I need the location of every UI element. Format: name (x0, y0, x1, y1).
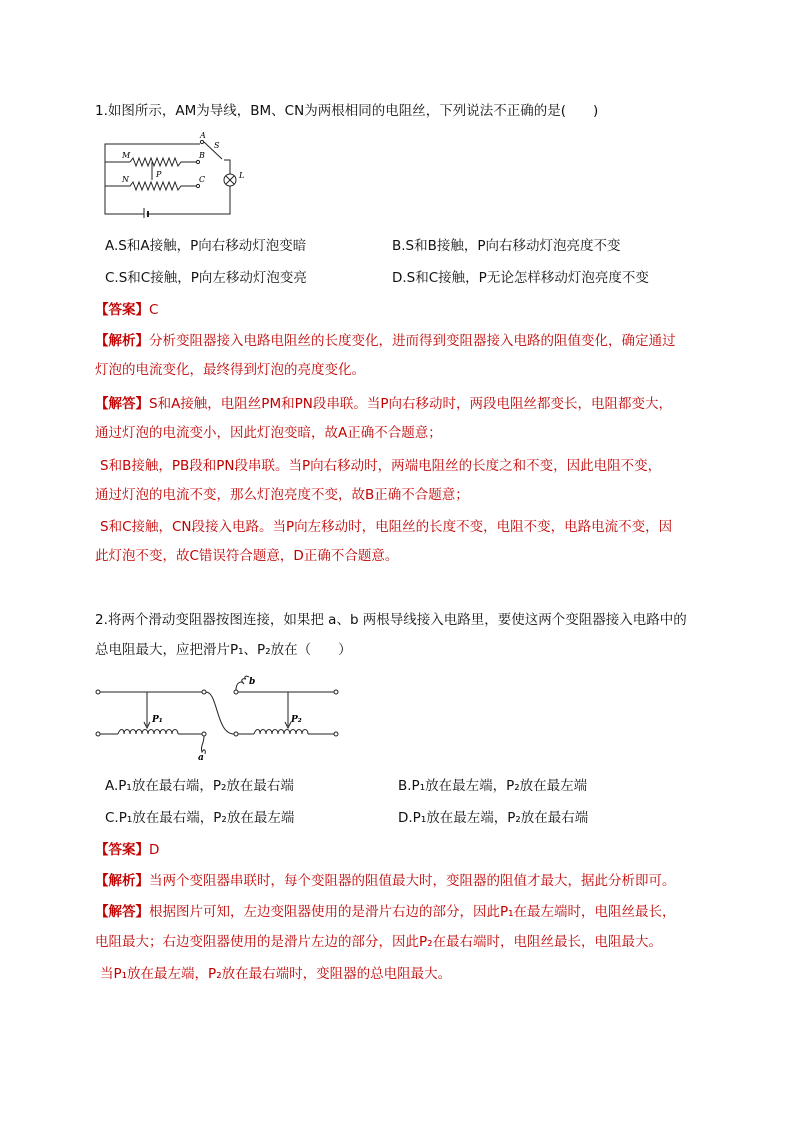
q1-option-a: A.S和A接触，P向右移动灯泡变暗 (105, 238, 307, 254)
q2-answer-line (95, 840, 159, 860)
q1-answer: C (149, 302, 159, 318)
q1-answer-tag: 【答案】 (95, 302, 149, 318)
q1-solution-line-4: 通过灯泡的电流不变，那么灯泡亮度不变，故B正确不合题意； (95, 487, 469, 503)
q1-stem: 1.如图所示，AM为导线，BM、CN为两根相同的电阻丝，下列说法不正确的是( ) (95, 103, 599, 119)
q1-option-d: D.S和C接触，P无论怎样移动灯泡亮度不变 (392, 270, 649, 286)
q2-answer: D (149, 842, 160, 858)
q1-label-b: B (199, 151, 205, 160)
q2-solution-line-2: 电阻最大；右边变阻器使用的是滑片左边的部分，因此P₂在最右端时，电阻丝最长，电阻最大。 (95, 934, 663, 950)
q1-analysis-tag: 【解析】 (95, 333, 149, 349)
q2-label-a: a (198, 753, 204, 762)
q2-solution-line-3: 当P₁放在最左端，P₂放在最右端时，变阻器的总电阻最大。 (100, 966, 452, 982)
q2-rheostat-figure (92, 672, 342, 762)
q2-label-b: b (249, 677, 256, 687)
q2-option-a: A.P₁放在最右端，P₂放在最右端 (105, 778, 294, 794)
q1-answer-line (95, 300, 158, 320)
q2-analysis-tag: 【解析】 (95, 873, 149, 889)
q1-option-c: C.S和C接触，P向左移动灯泡变亮 (105, 270, 307, 286)
q1-label-s: S (214, 141, 220, 150)
q1-analysis-line-1: 【解析】分析变阻器接入电路电阻丝的长度变化，进而得到变阻器接入电路的阻值变化，确定通过 (95, 333, 676, 349)
q2-stem-line-1: 2.将两个滑动变阻器按图连接，如果把 a、b 两根导线接入电路里，要使这两个变阻器接入电路中的 (95, 612, 687, 628)
q2-solution-tag: 【解答】 (95, 904, 149, 920)
q1-solution-line-5: S和C接触，CN段接入电路。当P向左移动时，电阻丝的长度不变，电阻不变，电路电流不变，因 (100, 519, 673, 535)
q1-label-n: N (122, 175, 129, 184)
q2-label-p1: P₁ (152, 715, 163, 725)
q1-label-c: C (199, 175, 206, 184)
q1-label-l: L (239, 171, 245, 180)
q1-solution-line-6: 此灯泡不变，故C错误符合题意，D正确不合题意。 (95, 548, 399, 564)
q2-answer-tag: 【答案】 (95, 842, 149, 858)
q2-option-c: C.P₁放在最右端，P₂放在最左端 (105, 810, 295, 826)
q1-solution-tag: 【解答】 (95, 396, 149, 412)
q1-circuit-figure (100, 132, 260, 218)
q2-stem-line-2: 总电阻最大，应把滑片P₁、P₂放在（ ） (95, 642, 352, 658)
q1-analysis-line-2: 灯泡的电流变化，最终得到灯泡的亮度变化。 (95, 362, 365, 378)
q1-label-m: M (122, 151, 131, 160)
q1-solution-line-1: 【解答】S和A接触，电阻丝PM和PN段串联。当P向右移动时，两段电阻丝都变长，电阻都变大， (95, 396, 672, 412)
q2-option-b: B.P₁放在最左端，P₂放在最左端 (398, 778, 588, 794)
q1-label-a: A (200, 132, 206, 140)
q1-label-p: P (156, 170, 162, 179)
q2-solution-line-1: 【解答】根据图片可知，左边变阻器使用的是滑片右边的部分，因此P₁在最左端时，电阻丝最长， (95, 904, 676, 920)
q1-solution-line-3: S和B接触，PB段和PN段串联。当P向右移动时，两端电阻丝的长度之和不变，因此电阻不变， (100, 458, 662, 474)
q2-option-d: D.P₁放在最左端，P₂放在最右端 (398, 810, 589, 826)
q2-label-p2: P₂ (291, 715, 302, 725)
q1-option-b: B.S和B接触，P向右移动灯泡亮度不变 (392, 238, 621, 254)
q1-solution-line-2: 通过灯泡的电流变小，因此灯泡变暗，故A正确不合题意； (95, 425, 442, 441)
q2-analysis-line-1: 【解析】当两个变阻器串联时，每个变阻器的阻值最大时，变阻器的阻值才最大，据此分析即可。 (95, 873, 676, 889)
